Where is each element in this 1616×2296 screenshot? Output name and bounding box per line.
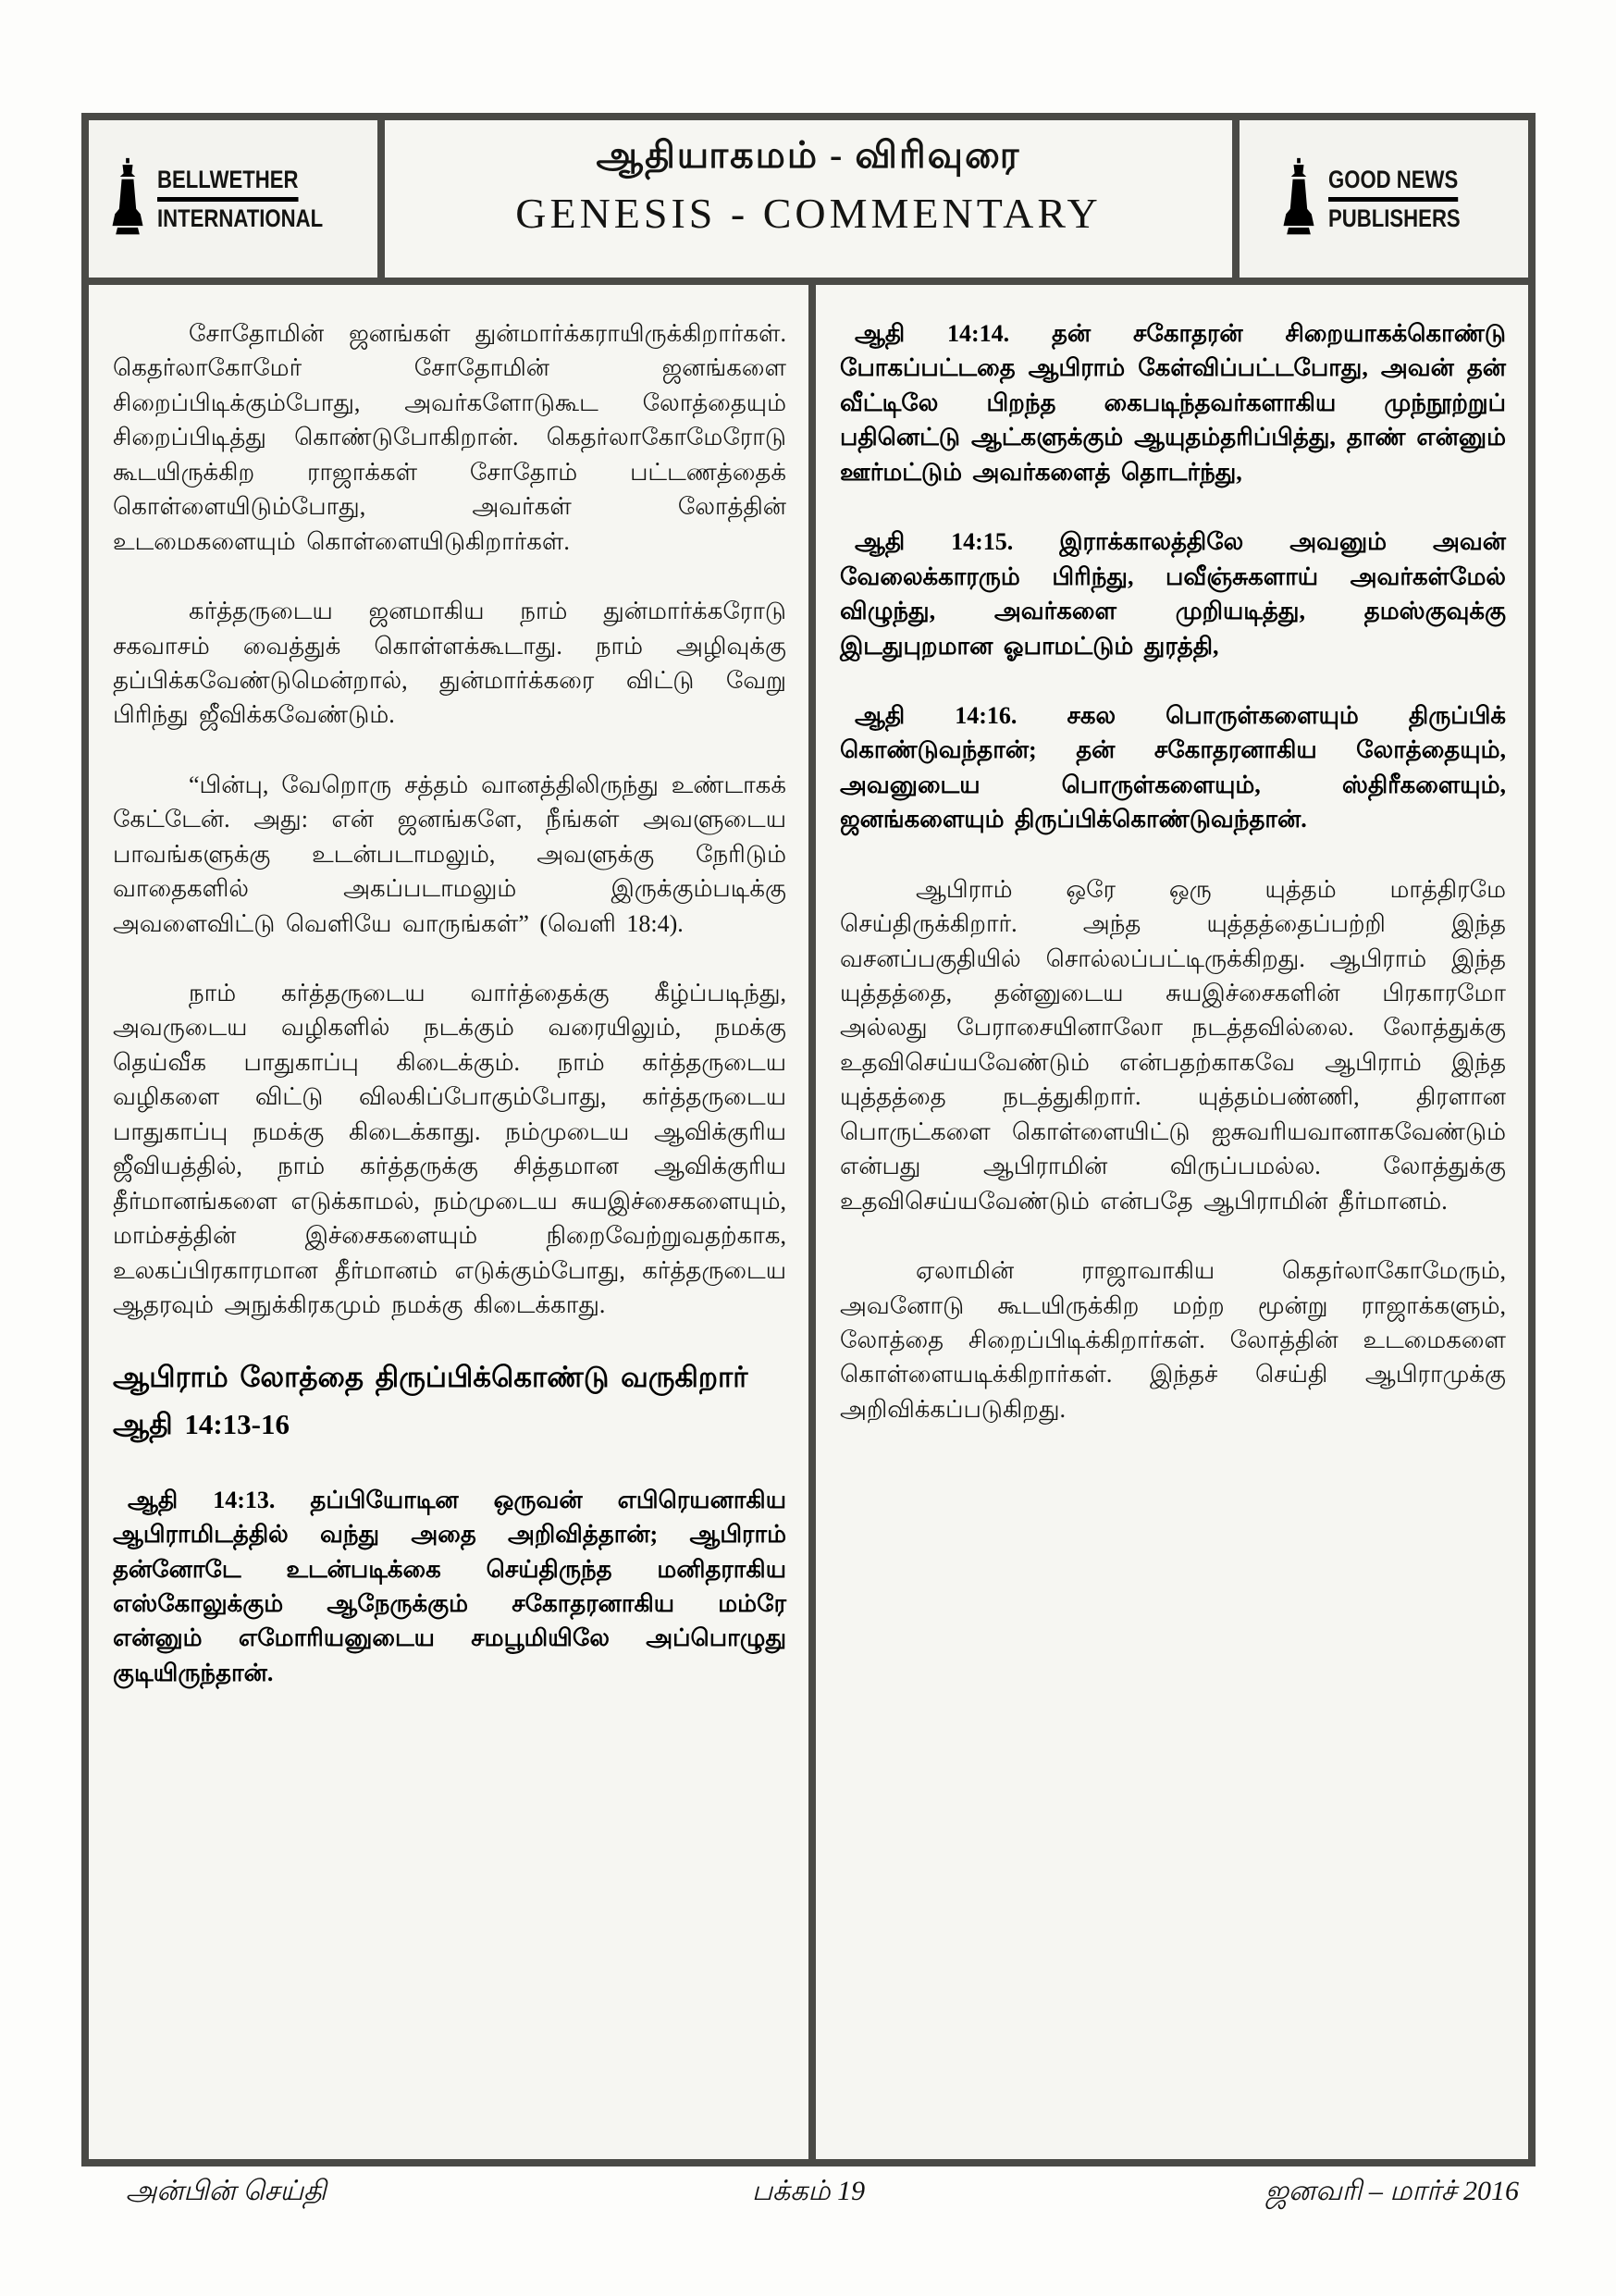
footer-page-number: பக்கம் 19 xyxy=(751,2176,866,2206)
footer-publication-name: அன்பின் செய்தி xyxy=(126,2176,327,2206)
paragraph-separation: கர்த்தருடைய ஜனமாகிய நாம் துன்மார்க்கரோடு சகவாசம் வைத்துக் கொள்ளக்கூடாது. நாம் அழிவுக்கு தப்பிக்கவேண்டுமென்றால், துன்மார்க்கரை விட்டு வேறு பிரிந்து ஜீவிக்கவேண்டும். xyxy=(113,598,786,729)
left-column xyxy=(89,285,808,2159)
page-header xyxy=(89,120,1528,285)
goodnews-logo xyxy=(1278,157,1489,241)
paragraph-elam-kings: ஏலாமின் ராஜாவாகிய கெதர்லாகோமேரும், அவனோடு கூடயிருக்கிற மற்ற மூன்று ராஜாக்களும், லோத்தை சிறைப்பிடிக்கிறார்கள். லோத்தின் உடமைகளை கொள்ளையடிக்கிறார்கள். இந்தச் செய்தி ஆபிராமுக்கு அறிவிக்கப்படுகிறது. xyxy=(840,1257,1506,1423)
title-box xyxy=(377,120,1240,278)
goodnews-line2: PUBLISHERS xyxy=(1327,204,1461,232)
right-column xyxy=(808,285,1528,2159)
page-footer xyxy=(89,2176,1528,2211)
verse-genesis-14-14: ஆதி 14:14. தன் சகோதரன் சிறையாகக்கொண்டு போகப்பட்டதை ஆபிராம் கேள்விப்பட்டபோது, அவன் தன் வீட்டிலே பிறந்த கைபடிந்தவர்களாகிய முந்நூற்றுப் பதினெட்டு ஆட்களுக்கும் ஆயுதம்தரிப்பித்து, தாண் என்னும் ஊர்மட்டும் அவர்களைத் தொடர்ந்து, xyxy=(840,320,1506,486)
bellwether-logo-box xyxy=(89,120,377,278)
bellwether-logo-text xyxy=(157,166,359,233)
goodnews-logo-box xyxy=(1240,120,1528,278)
page-title-english: GENESIS - COMMENTARY xyxy=(515,190,1102,237)
verse-genesis-14-15: ஆதி 14:15. இராக்காலத்திலே அவனும் அவன் வேலைக்காரரும் பிரிந்து, பவீஞ்சுகளாய் அவர்கள்மேல் விழுந்து, அவர்களை முறியடித்து, தமஸ்குவுக்கு இடதுபுறமான ஓபாமட்டும் துரத்தி, xyxy=(840,528,1506,660)
paragraph-sodom: சோதோமின் ஜனங்கள் துன்மார்க்கராயிருக்கிறார்கள். கெதர்லாகோமேர் சோதோமின் ஜனங்களை சிறைப்பிடிக்கும்போது, அவர்களோடுகூட லோத்தையும் சிறைப்பிடித்து கொண்டுபோகிறான். கெதர்லாகோமேரோடு கூடயிருக்கிற ராஜாக்கள் சோதோம் பட்டணத்தைக் கொள்ளையிடும்போது, அவர்கள் லோத்தின் உடமைகளையும் கொள்ளையிடுகிறார்கள். xyxy=(113,320,786,555)
lighthouse-icon xyxy=(107,157,148,241)
verse-genesis-14-16: ஆதி 14:16. சகல பொருள்களையும் திருப்பிக் கொண்டுவந்தான்; தன் சகோதரனாகிய லோத்தையும், அவனுடைய பொருள்களையும், ஸ்திரீகளையும், ஜனங்களையும் திருப்பிக்கொண்டுவந்தான். xyxy=(840,701,1506,833)
paragraph-revelation-quote: “பின்பு, வேறொரு சத்தம் வானத்திலிருந்து உண்டாகக் கேட்டேன். அது: என் ஜனங்களே, நீங்கள் அவளுடைய பாவங்களுக்கு உடன்படாமலும், அவளுக்கு நேரிடும் வாதைகளில் அகப்படாமலும் இருக்கும்படிக்கு அவளைவிட்டு வெளியே வாருங்கள்” (வெளி 18:4). xyxy=(113,771,786,937)
footer-issue-date: ஜனவரி – மார்ச் 2016 xyxy=(1264,2176,1519,2206)
paragraph-obedience: நாம் கர்த்தருடைய வார்த்தைக்கு கீழ்ப்படிந்து, அவருடைய வழிகளில் நடக்கும் வரையிலும், நமக்கு தெய்வீக பாதுகாப்பு கிடைக்கும். நாம் கர்த்தருடைய வழிகளை விட்டு விலகிப்போகும்போது, கர்த்தருடைய பாதுகாப்பு நமக்கு கிடைக்காது. நம்முடைய ஆவிக்குரிய ஜீவியத்தில், நாம் கர்த்தருக்கு சித்தமான ஆவிக்குரிய தீர்மானங்களை எடுக்காமல், நம்முடைய சுயஇச்சைகளையும், மாம்சத்தின் இச்சைகளையும் நிறைவேற்றுவதற்காக, உலகப்பிரகாரமான தீர்மானம் எடுக்கும்போது, கர்த்தருடைய ஆதரவும் அநுக்கிரகமும் நமக்கு கிடைக்காது. xyxy=(113,980,786,1318)
goodnews-logo-text xyxy=(1328,166,1489,233)
page-title-tamil: ஆதியாகமம் - விரிவுரை xyxy=(596,134,1021,176)
verse-genesis-14-13: ஆதி 14:13. தப்பியோடின ஒருவன் எபிரெயனாகிய ஆபிராமிடத்தில் வந்து அதை அறிவித்தான்; ஆபிராம் தன்னோடே உடன்படிக்கை செய்திருந்த மனிதராகிய எஸ்கோலுக்கும் ஆநேருக்கும் சகோதரனாகிய மம்ரே என்னும் எமோரியனுடைய சமபூமியிலே அப்பொழுது குடியிருந்தான். xyxy=(113,1486,786,1686)
bellwether-logo xyxy=(107,157,359,241)
bellwether-line2: INTERNATIONAL xyxy=(156,204,323,232)
document-frame xyxy=(81,113,1536,2166)
paragraph-abram-war: ஆபிராம் ஒரே ஒரு யுத்தம் மாத்திரமே செய்திருக்கிறார். அந்த யுத்தத்தைப்பற்றி இந்த வசனப்பகுதியில் சொல்லப்பட்டிருக்கிறது. ஆபிராம் இந்த யுத்தத்தை, தன்னுடைய சுயஇச்சைகளின் பிரகாரமோ அல்லது பேராசையினாலோ நடத்தவில்லை. லோத்துக்கு உதவிசெய்யவேண்டும் என்பதற்காகவே ஆபிராம் இந்த யுத்தத்தை நடத்துகிறார். யுத்தம்பண்ணி, திரளான பொருட்களை கொள்ளையிட்டு ஐசுவரியவானாகவேண்டும் என்பது ஆபிராமின் விருப்பமல்ல. லோத்துக்கு உதவிசெய்யவேண்டும் என்பதே ஆபிராமின் தீர்மானம். xyxy=(840,875,1506,1215)
lighthouse-icon xyxy=(1278,157,1319,241)
bellwether-line1: BELLWETHER xyxy=(157,166,299,202)
document-body xyxy=(89,285,1528,2159)
section-heading-reference: ஆதி 14:13-16 xyxy=(113,1408,290,1440)
goodnews-line1: GOOD NEWS xyxy=(1328,166,1458,202)
section-heading: ஆபிராம் லோத்தை திருப்பிக்கொண்டு வருகிறார் xyxy=(113,1361,748,1394)
